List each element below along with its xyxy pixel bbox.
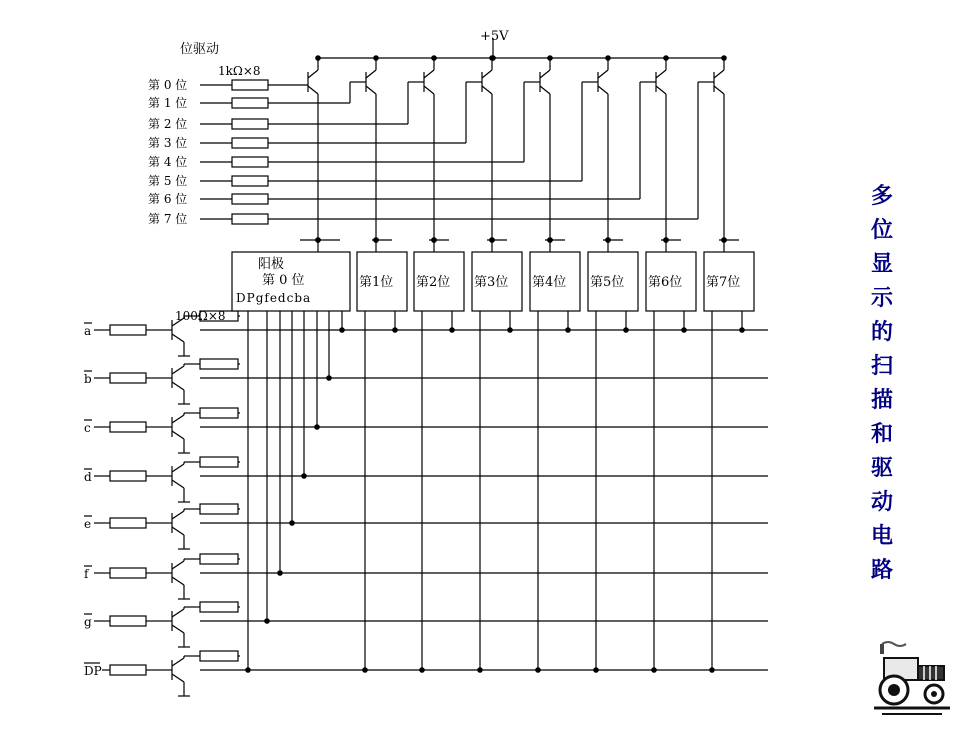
bit-input-label: 第 3 位 (148, 136, 188, 150)
junction-dot (264, 618, 270, 624)
junction-dot (315, 55, 321, 61)
junction-dot (289, 520, 295, 526)
digit-label: 第4位 (532, 275, 567, 290)
segment-input-resistor (110, 422, 146, 432)
segment-resistor (200, 457, 238, 467)
segment-input-resistor (110, 373, 146, 383)
junction-dot (449, 327, 455, 333)
title-char: 路 (870, 558, 893, 583)
junction-dot (373, 55, 379, 61)
junction-dot (314, 424, 320, 430)
segment-resistor (200, 554, 238, 564)
digit-label: 第3位 (474, 275, 509, 290)
segment-transistor (172, 609, 184, 617)
segment-transistor (172, 658, 184, 666)
segment-resistor (200, 359, 238, 369)
segment-input-resistor (110, 471, 146, 481)
tractor-icon (872, 640, 952, 720)
segment-transistor (172, 464, 184, 472)
segment-input-resistor (110, 518, 146, 528)
segment-transistor (172, 334, 184, 342)
segment-transistor (172, 674, 184, 682)
junction-dot (547, 55, 553, 61)
digit-label: 第7位 (706, 275, 741, 290)
bit-transistor (366, 70, 376, 78)
junction-dot (489, 55, 495, 61)
digit-label: 第1位 (359, 275, 394, 290)
bit-input-label: 第 2 位 (148, 117, 188, 131)
bit-input-label: 第 6 位 (148, 192, 188, 206)
title-char: 扫 (870, 354, 893, 379)
junction-dot (507, 327, 513, 333)
segment-transistor (172, 415, 184, 423)
junction-dot (373, 237, 379, 243)
bit-resistor (232, 157, 268, 167)
segment-input-label: a (84, 324, 92, 338)
junction-dot (605, 55, 611, 61)
segment-input-label: c (84, 421, 91, 435)
bit-transistor (482, 70, 492, 78)
digit-label: 第6位 (648, 275, 683, 290)
junction-dot (431, 55, 437, 61)
bit-input-label: 第 5 位 (148, 174, 188, 188)
segment-transistor (172, 382, 184, 390)
title-char: 的 (870, 320, 893, 345)
title-char: 描 (870, 388, 893, 413)
title-char: 显 (870, 252, 893, 277)
digit-label: 第2位 (416, 275, 451, 290)
bit-transistor (598, 86, 608, 94)
bit-input-label: 第 7 位 (148, 212, 188, 226)
title-char: 动 (870, 490, 893, 515)
junction-dot (623, 327, 629, 333)
junction-dot (362, 667, 368, 673)
segment-input-resistor (110, 568, 146, 578)
segment-input-resistor (110, 325, 146, 335)
junction-dot (245, 667, 251, 673)
junction-dot (721, 237, 727, 243)
junction-dot (535, 667, 541, 673)
segment-transistor (172, 561, 184, 569)
bit-transistor (714, 70, 724, 78)
bit-transistor (540, 70, 550, 78)
junction-dot (739, 327, 745, 333)
segment-transistor (172, 511, 184, 519)
digit-0-line-2: 第 0 位 (262, 273, 305, 288)
title-char: 位 (870, 218, 893, 243)
segment-input-label: d (84, 470, 92, 484)
segment-transistor (172, 527, 184, 535)
bit-input-label: 第 4 位 (148, 155, 188, 169)
junction-dot (392, 327, 398, 333)
segment-transistor (172, 431, 184, 439)
bit-resistor (232, 214, 268, 224)
bit-resistor (232, 119, 268, 129)
bit-transistor (482, 86, 492, 94)
side-title (860, 180, 904, 588)
segment-input-label: e (84, 517, 92, 531)
title-char: 电 (870, 524, 893, 549)
segment-resistor (200, 408, 238, 418)
junction-dot (663, 237, 669, 243)
bit-transistor (656, 70, 666, 78)
junction-dot (489, 237, 495, 243)
segment-resistor (200, 602, 238, 612)
title-char: 示 (870, 286, 893, 311)
junction-dot (681, 327, 687, 333)
bit-resistor-label: 1kΩ×8 (218, 64, 261, 78)
junction-dot (419, 667, 425, 673)
segment-input-label: g (84, 615, 92, 629)
junction-dot (709, 667, 715, 673)
segment-transistor (172, 480, 184, 488)
segment-resistor (200, 651, 238, 661)
bit-resistor (232, 194, 268, 204)
bit-resistor (232, 80, 268, 90)
bit-transistor (656, 86, 666, 94)
bit-transistor (598, 70, 608, 78)
bit-transistor (308, 86, 318, 94)
bit-resistor (232, 138, 268, 148)
title-char: 驱 (870, 456, 893, 481)
bit-transistor (424, 86, 434, 94)
junction-dot (477, 667, 483, 673)
segment-input-resistor (110, 616, 146, 626)
digit-label: 第5位 (590, 275, 625, 290)
bit-transistor (540, 86, 550, 94)
bit-transistor (366, 86, 376, 94)
supply-label: +5V (480, 29, 509, 44)
segment-transistor (172, 625, 184, 633)
segment-transistor (172, 577, 184, 585)
title-char: 多 (870, 184, 893, 209)
title-char: 和 (870, 422, 893, 447)
segment-input-resistor (110, 665, 146, 675)
bit-input-label: 第 1 位 (148, 96, 188, 110)
junction-dot (721, 55, 727, 61)
junction-dot (651, 667, 657, 673)
junction-dot (326, 375, 332, 381)
junction-dot (431, 237, 437, 243)
segment-transistor (172, 366, 184, 374)
segment-input-label: DP (84, 664, 102, 678)
junction-dot (593, 667, 599, 673)
junction-dot (663, 55, 669, 61)
segment-input-label: b (84, 372, 92, 386)
junction-dot (315, 237, 321, 243)
segment-resistor (200, 504, 238, 514)
junction-dot (547, 237, 553, 243)
digit-0-line-1: 阳极 (258, 257, 285, 272)
segment-input-label: f (84, 567, 89, 581)
bit-resistor (232, 176, 268, 186)
bit-drive-label: 位驱动 (180, 42, 220, 57)
bit-resistor (232, 98, 268, 108)
junction-dot (339, 327, 345, 333)
seg-resistor-label: 100Ω×8 (175, 309, 226, 323)
digit-0-line-3: DPgfedcba (236, 291, 312, 305)
bit-transistor (424, 70, 434, 78)
junction-dot (605, 237, 611, 243)
bit-input-label: 第 0 位 (148, 78, 188, 92)
junction-dot (565, 327, 571, 333)
junction-dot (277, 570, 283, 576)
bit-transistor (308, 70, 318, 78)
junction-dot (301, 473, 307, 479)
bit-transistor (714, 86, 724, 94)
